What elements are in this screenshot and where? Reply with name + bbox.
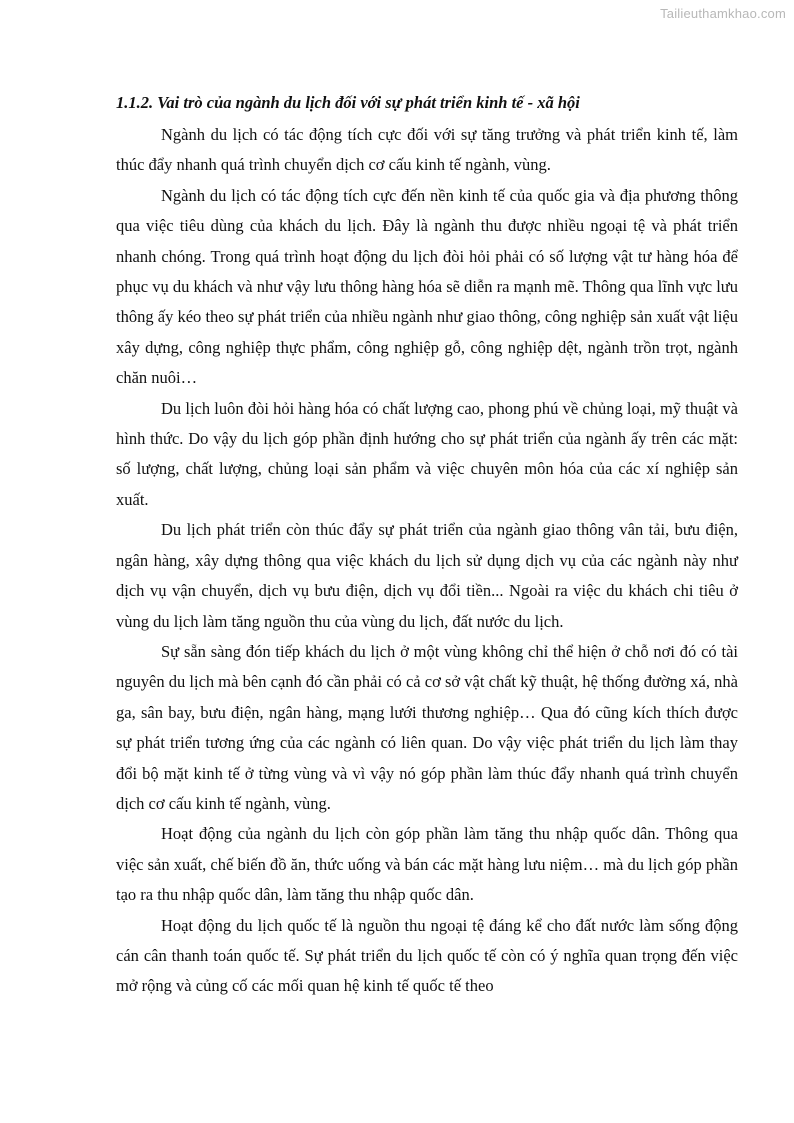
section-heading: 1.1.2. Vai trò của ngành du lịch đối với sự phát triển kinh tế - xã hội <box>116 93 580 112</box>
paragraph: Du lịch luôn đòi hỏi hàng hóa có chất lượng cao, phong phú về chủng loại, mỹ thuật và hình thức. Do vậy du lịch góp phần định hướng cho sự phát triển của ngành ấy trên các mặt: số lượng, chất lượng, chủng loại sản phẩm và việc chuyên môn hóa của các xí nghiệp sản xuất. <box>116 398 738 509</box>
paragraph: Hoạt động du lịch quốc tế là nguồn thu ngoại tệ đáng kể cho đất nước làm sống động cán cân thanh toán quốc tế. Sự phát triển du lịch quốc tế còn có ý nghĩa quan trọng đến việc mở rộng và củng cố các mối quan hệ kinh tế quốc tế theo <box>116 915 738 996</box>
document-body <box>116 86 738 1002</box>
paragraph: Ngành du lịch có tác động tích cực đối với sự tăng trưởng và phát triển kinh tế, làm thúc đẩy nhanh quá trình chuyển dịch cơ cấu kinh tế ngành, vùng. <box>116 125 738 175</box>
paragraph: Sự sẵn sàng đón tiếp khách du lịch ở một vùng không chỉ thể hiện ở chỗ nơi đó có tài nguyên du lịch mà bên cạnh đó cần phải có cả cơ sở vật chất kỹ thuật, hệ thống đường xá, nhà ga, sân bay, bưu điện, ngân hàng, mạng lưới thương nghiệp… Qua đó cũng kích thích được sự phát triển tương ứng của các ngành có liên quan. Do vậy việc phát triển du lịch làm thay đổi bộ mặt kinh tế ở từng vùng và vì vậy nó góp phần làm thúc đẩy nhanh quá trình chuyển dịch cơ cấu kinh tế ngành, vùng. <box>116 641 738 813</box>
paragraph: Du lịch phát triển còn thúc đẩy sự phát triển của ngành giao thông vân tải, bưu điện, ngân hàng, xây dựng thông qua việc khách du lịch sử dụng dịch vụ của các ngành này như dịch vụ vận chuyển, dịch vụ bưu điện, dịch vụ đổi tiền... Ngoài ra việc du khách chi tiêu ở vùng du lịch làm tăng nguồn thu của vùng du lịch, đất nước du lịch. <box>116 520 738 631</box>
watermark-text: Tailieuthamkhao.com <box>660 6 786 21</box>
paragraph: Ngành du lịch có tác động tích cực đến nền kinh tế của quốc gia và địa phương thông qua việc tiêu dùng của khách du lịch. Đây là ngành thu được nhiều ngoại tệ và phát triển nhanh chóng. Trong quá trình hoạt động du lịch đòi hỏi phải có số lượng vật tư hàng hóa để phục vụ du khách và như vậy lưu thông hàng hóa sẽ diễn ra mạnh mẽ. Thông qua lĩnh vực lưu thông ấy kéo theo sự phát triển của nhiều ngành như giao thông, công nghiệp sản xuất vật liệu xây dựng, công nghiệp thực phẩm, công nghiệp gỗ, công nghiệp dệt, ngành trồn trọt, ngành chăn nuôi… <box>116 185 738 388</box>
paragraph: Hoạt động của ngành du lịch còn góp phần làm tăng thu nhập quốc dân. Thông qua việc sản xuất, chế biến đồ ăn, thức uống và bán các mặt hàng lưu niệm… mà du lịch góp phần tạo ra thu nhập quốc dân, làm tăng thu nhập quốc dân. <box>116 824 738 905</box>
